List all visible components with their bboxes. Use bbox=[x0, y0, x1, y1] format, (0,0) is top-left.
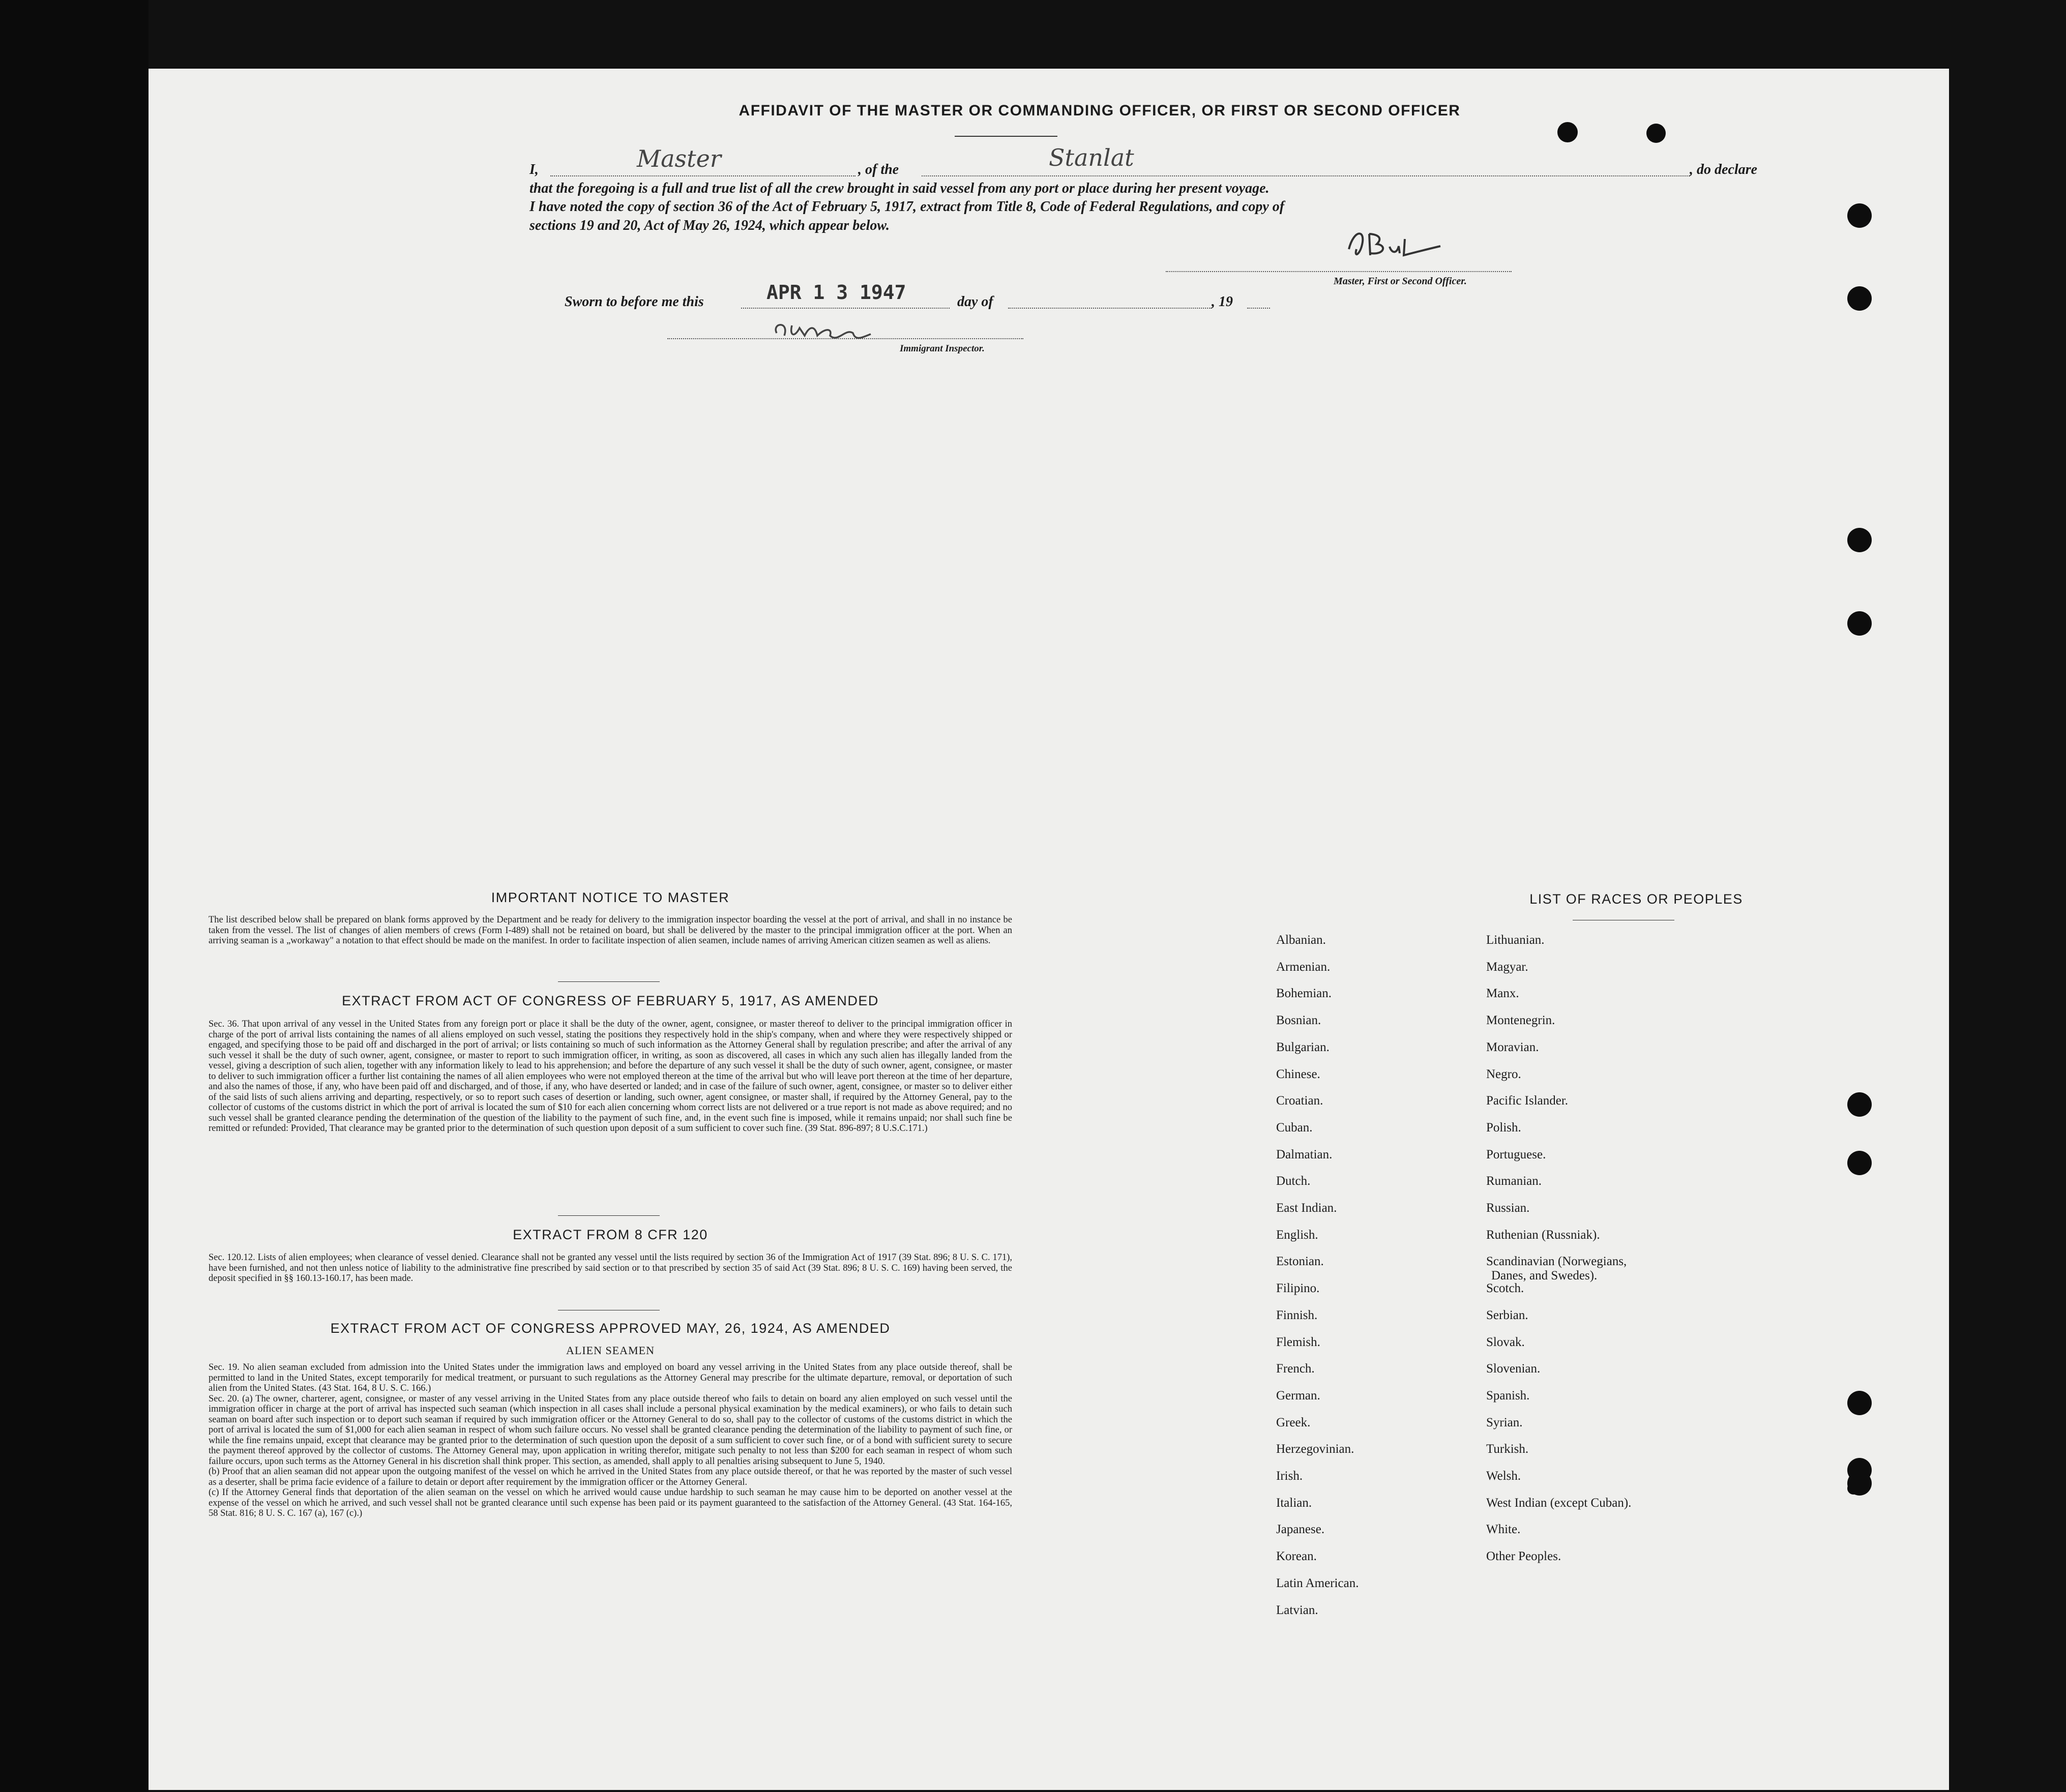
race-item: Syrian. bbox=[1486, 1415, 1523, 1429]
race-item: German. bbox=[1276, 1388, 1320, 1402]
race-item: Herzegovinian. bbox=[1276, 1442, 1354, 1456]
race-item: Turkish. bbox=[1486, 1442, 1529, 1456]
race-item: Ruthenian (Russniak). bbox=[1486, 1228, 1600, 1242]
race-item: Croatian. bbox=[1276, 1094, 1323, 1108]
signature-label: Master, First or Second Officer. bbox=[1334, 276, 1467, 287]
race-item: Negro. bbox=[1486, 1067, 1521, 1081]
race-item: Magyar. bbox=[1486, 960, 1528, 974]
race-item: Bohemian. bbox=[1276, 987, 1332, 1001]
punch-hole bbox=[1847, 1151, 1872, 1175]
handwritten-vessel: Stanlat bbox=[1049, 144, 1134, 171]
race-item: Finnish. bbox=[1276, 1308, 1318, 1322]
sworn-date-blank bbox=[741, 308, 950, 309]
race-item: Korean. bbox=[1276, 1549, 1317, 1564]
extract-1917-title: EXTRACT FROM ACT OF CONGRESS OF FEBRUARY 5, 1917, AS AMENDED bbox=[342, 993, 879, 1008]
race-item: White. bbox=[1486, 1522, 1521, 1537]
race-item: Bosnian. bbox=[1276, 1013, 1321, 1028]
race-item: Albanian. bbox=[1276, 933, 1326, 947]
extract-1924-body bbox=[209, 1362, 1012, 1519]
race-item: Japanese. bbox=[1276, 1522, 1325, 1537]
year-prefix: , 19 bbox=[1212, 294, 1233, 310]
race-item: French. bbox=[1276, 1362, 1315, 1376]
punch-hole bbox=[1557, 122, 1578, 142]
title-divider bbox=[955, 136, 1057, 137]
vessel-blank bbox=[922, 175, 1690, 176]
race-item: Serbian. bbox=[1486, 1308, 1528, 1322]
affidavit-i: I, bbox=[529, 162, 539, 177]
punch-hole bbox=[1646, 124, 1666, 143]
notice-title: IMPORTANT NOTICE TO MASTER bbox=[491, 890, 730, 905]
punch-hole bbox=[1847, 286, 1872, 311]
race-item: English. bbox=[1276, 1228, 1318, 1242]
race-item: Cuban. bbox=[1276, 1120, 1313, 1134]
punch-hole bbox=[1847, 528, 1872, 552]
race-item: Rumanian. bbox=[1486, 1174, 1542, 1188]
date-stamp: APR 1 3 1947 bbox=[766, 281, 906, 304]
race-item: Spanish. bbox=[1486, 1388, 1530, 1402]
inspector-line bbox=[667, 338, 1023, 339]
race-item: Bulgarian. bbox=[1276, 1040, 1330, 1054]
race-item: Portuguese. bbox=[1486, 1147, 1546, 1161]
race-item: West Indian (except Cuban). bbox=[1486, 1496, 1632, 1510]
extract-cfr-body: Sec. 120.12. Lists of alien employees; when clearance of vessel denied. Clearance shall not be granted any vessel until the lists required by section 36 of the Immigration Act of 1917 (39 Stat. 896; 8 U. S. C. 171), have been furnished, and not then unless notice of liability to the administrative fine prescribed by said section or to that prescribed by section 35 of said Act (39 Stat. 896; 8 U. S. C. 169) having been served, the deposit specified in §§ 160.13-160.17, has been made. bbox=[209, 1252, 1012, 1283]
extract-cfr-title: EXTRACT FROM 8 CFR 120 bbox=[513, 1227, 708, 1242]
race-item: Estonian. bbox=[1276, 1255, 1324, 1269]
race-item: Flemish. bbox=[1276, 1335, 1320, 1349]
race-item: Welsh. bbox=[1486, 1469, 1521, 1483]
race-item: Pacific Islander. bbox=[1486, 1094, 1569, 1108]
signature-line bbox=[1166, 271, 1512, 272]
race-item: Scandinavian (Norwegians, bbox=[1486, 1255, 1627, 1269]
punch-hole bbox=[1847, 1092, 1872, 1117]
race-item: Moravian. bbox=[1486, 1040, 1539, 1054]
race-item: Greek. bbox=[1276, 1415, 1311, 1429]
race-item: Montenegrin. bbox=[1486, 1013, 1555, 1028]
section-20c: (c) If the Attorney General finds that deportation of the alien seaman on the vessel on which he arrived would cause undue hardship to such seaman he may cause him to be deported on another vessel at the expense of the vessel on which he arrived, and such vessel shall not be granted clearance until such expense has been paid or its payment guaranteed to the satisfaction of the Attorney General. (43 Stat. 164-165, 58 Stat. 816; 8 U. S. C. 167 (a), 167 (c).) bbox=[209, 1487, 1012, 1518]
divider-1 bbox=[558, 981, 660, 982]
affidavit-line-3: I have noted the copy of section 36 of the Act of February 5, 1917, extract from Title 8, Code of Federal Regulations, and copy of bbox=[529, 199, 1285, 215]
punch-hole bbox=[1847, 203, 1872, 228]
name-blank bbox=[550, 175, 855, 176]
alien-seamen-subtitle: ALIEN SEAMEN bbox=[566, 1344, 655, 1357]
race-item: Armenian. bbox=[1276, 960, 1331, 974]
race-item: Dalmatian. bbox=[1276, 1147, 1333, 1161]
sworn-label: Sworn to before me this bbox=[565, 294, 704, 310]
affidavit-line-4: sections 19 and 20, Act of May 26, 1924, which appear below. bbox=[529, 218, 890, 233]
race-item: Russian. bbox=[1486, 1201, 1530, 1215]
inspector-signature bbox=[769, 313, 886, 348]
master-signature bbox=[1339, 224, 1451, 264]
race-item: Scotch. bbox=[1486, 1281, 1524, 1296]
affidavit-line-2: that the foregoing is a full and true list of all the crew brought in said vessel from any port or place during her present voyage. bbox=[529, 181, 1270, 196]
affidavit-of-the: , of the bbox=[858, 162, 899, 177]
race-item: Irish. bbox=[1276, 1469, 1303, 1483]
race-item: Slovak. bbox=[1486, 1335, 1525, 1349]
notice-body: The list described below shall be prepared on blank forms approved by the Department and be ready for delivery to the immigration inspector boarding the vessel at the port of arrival, and shall in no instance be taken from the vessel. The list of changes of alien members of crews (Form I-489) shall not be retained on board, but shall be delivered by the master to the principal immigration officer at the port. When an arriving seaman is a „workaway" a notation to that effect should be made on the manifest. In order to facilitate inspection of alien seamen, include names of arriving American citizen seamen as well as aliens. bbox=[209, 915, 1012, 946]
race-item: Manx. bbox=[1486, 987, 1519, 1001]
affidavit-do-declare: , do declare bbox=[1690, 162, 1757, 177]
punch-hole bbox=[1847, 611, 1872, 636]
handwritten-name: Master bbox=[637, 145, 721, 172]
scan-left-edge bbox=[0, 0, 149, 1792]
extract-1917-body: Sec. 36. That upon arrival of any vessel in the United States from any foreign port or place it shall be the duty of the owner, agent, consignee, or master thereof to deliver to the principal immigration officer in charge of the port of arrival lists containing the names of all aliens employed on such vessel, stating the positions they respectively hold in the ship's company, when and where they were respectively shipped or engaged, and specifying those to be paid off and discharged in the port of arrival; or lists containing so much of such information as the Attorney General shall by regulation prescribe; and after the arrival of any such vessel it shall be the duty of such owner, agent, consignee, or master to report to such immigration officer, in writing, as soon as discovered, all cases in which any such alien has illegally landed from the vessel, giving a description of such alien, together with any information likely to lead to his apprehension; and before the departure of any such vessel it shall be the duty of such owner, agent, consignee, or master to deliver to such immigration officer a further list containing the names of all alien employees who were not employed thereon at the time of the arrival but who will leave port thereon at the time of her departure, and also the names of those, if any, who have been paid off and discharged, and of those, if any, who have deserted or landed; and in case of the failure of such owner, agent, consignee, or master so to deliver either of the said lists of such aliens arriving and departing, respectively, or so to report such cases of desertion or landing, such owner, agent consignee, or master shall, if required by the Attorney General, pay to the collector of customs of the customs district in which the port of arrival is located the sum of $10 for each alien concerning whom correct lists are not delivered or a true report is not made as above required; and no such vessel shall be granted clearance pending the determination of the question of the liability to the payment of such fine, and, in the event such fine is imposed, while it remains unpaid; nor shall such fine be remitted or refunded: Provided, That clearance may be granted prior to the determination of such question upon deposit of a sum sufficient to cover such fine. (39 Stat. 896-897; 8 U.S.C.171.) bbox=[209, 1019, 1012, 1133]
race-item: Slovenian. bbox=[1486, 1362, 1541, 1376]
race-item: Latvian. bbox=[1276, 1603, 1318, 1617]
extract-1924-title: EXTRACT FROM ACT OF CONGRESS APPROVED MAY, 26, 1924, AS AMENDED bbox=[330, 1321, 891, 1336]
race-item: Lithuanian. bbox=[1486, 933, 1545, 947]
races-title: LIST OF RACES OR PEOPLES bbox=[1529, 891, 1743, 907]
section-19: Sec. 19. No alien seaman excluded from admission into the United States under the immigration laws and employed on board any vessel arriving in the United States from any place outside thereof, shall be permitted to land in the United States, except temporarily for medical treatment, or pursuant to such regulations as the Attorney General may prescribe for the ultimate departure, removal, or deportation of such alien from the United States. (43 Stat. 164, 8 U. S. C. 166.) bbox=[209, 1362, 1012, 1393]
race-item: Italian. bbox=[1276, 1496, 1312, 1510]
race-item: Other Peoples. bbox=[1486, 1549, 1561, 1564]
race-item: Chinese. bbox=[1276, 1067, 1320, 1081]
race-item: Latin American. bbox=[1276, 1576, 1359, 1590]
inspector-label: Immigrant Inspector. bbox=[900, 343, 985, 354]
divider-2 bbox=[558, 1215, 660, 1216]
race-item: East Indian. bbox=[1276, 1201, 1337, 1215]
day-of-label: day of bbox=[957, 294, 993, 310]
race-item: Dutch. bbox=[1276, 1174, 1311, 1188]
document-page bbox=[149, 69, 1949, 1790]
affidavit-title: AFFIDAVIT OF THE MASTER OR COMMANDING OFFICER, OR FIRST OR SECOND OFFICER bbox=[739, 102, 1461, 119]
punch-hole bbox=[1847, 1391, 1872, 1415]
race-item: Danes, and Swedes). bbox=[1491, 1269, 1598, 1283]
section-20a: Sec. 20. (a) The owner, charterer, agent, consignee, or master of any vessel arriving in the United States from any place outside thereof who fails to detain on board any alien employed on such vessel until the immigration officer in charge at the port of arrival has inspected such seaman (which inspection in all cases shall include a personal physical examination by the medical examiners), or who fails to detain such seaman on board after such inspection or to deport such seaman if required by such immigration officer or the Attorney General to do so, shall pay to the collector of customs of the customs district in which the port of arrival is located the sum of $1,000 for each alien seaman in respect of whom such failure occurs. No vessel shall be granted clearance pending the determination of the liability to payment of such fine, or while the fine remains unpaid, except that clearance may be granted prior to the determination of such question upon the deposit of a sum sufficient to cover such fine, or of a bond with sufficient surety to secure the payment thereof approved by the collector of customs. The Attorney General may, upon application in writing therefor, mitigate such penalty to not less than $200 for each seaman in respect of whom such failure occurs, upon such terms as the Attorney General in his discretion shall think proper. This section, as amended, shall apply to all penalties arising subsequent to June 5, 1940. bbox=[209, 1393, 1012, 1467]
race-item: Polish. bbox=[1486, 1120, 1521, 1134]
race-item: Filipino. bbox=[1276, 1281, 1320, 1296]
section-20b: (b) Proof that an alien seaman did not appear upon the outgoing manifest of the vessel on which he arrived in the United States from any place outside thereof, or that he was reported by the master of such vessel as a deserter, shall be prima facie evidence of a failure to detain or deport after requirement by the immigration officer or the Attorney General. bbox=[209, 1467, 1012, 1487]
month-blank bbox=[1008, 308, 1212, 309]
year-blank bbox=[1247, 308, 1270, 309]
punch-hole bbox=[1847, 1471, 1872, 1496]
